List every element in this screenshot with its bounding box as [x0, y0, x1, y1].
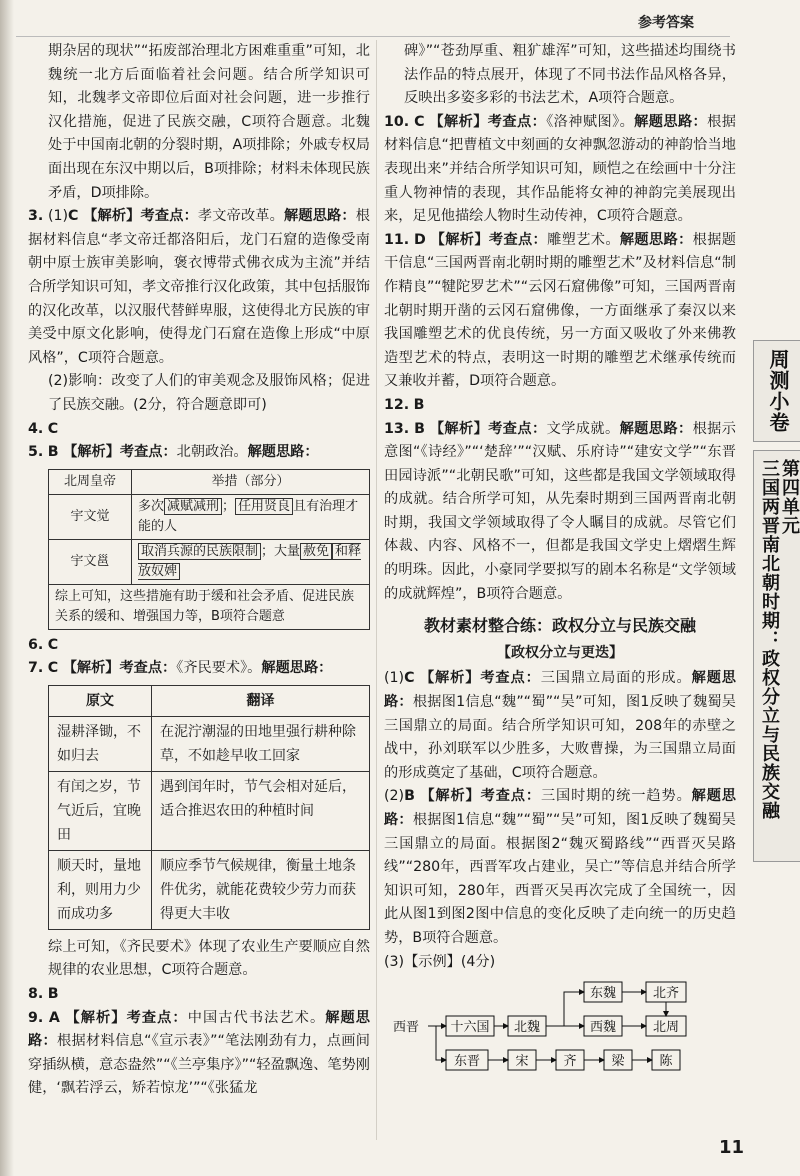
question-number: 6. — [28, 636, 44, 653]
table-header: 翻译 — [152, 685, 370, 716]
exam-point-label: 考查点： — [119, 660, 177, 677]
question-number: 10. — [384, 113, 410, 130]
unit-topic: 三国两晋南北朝时期：政权分立与民族交融 — [759, 459, 780, 820]
measure-text: 多次 — [138, 498, 165, 514]
question-13 — [384, 418, 736, 607]
exam-point-label: 考查点： — [480, 670, 541, 687]
solution-label: 解题思路： — [619, 231, 693, 248]
exam-point: 雕塑艺术。 — [547, 231, 620, 248]
question-7 — [28, 657, 370, 681]
answer-letter: A — [48, 1009, 60, 1026]
measure-text: ； — [222, 498, 236, 514]
question-number: 12. — [384, 396, 410, 413]
series-title: 周测小卷 — [766, 349, 790, 433]
solution-text: 根据材料信息“孝文帝迁都洛阳后，龙门石窟的造像受南朝中原士族审美影响，褒衣博带式佛衣成为主流”并结合所学知识可知，孝文帝推行汉化政策，其中包括服饰的汉化改革，以汉服代替鲜卑服，这使得北方民族的审美受中原文化影响，使得龙门石窟在造像上形成“中原风格”，C项符合题意。 — [28, 208, 370, 366]
q5-table-wrap — [28, 469, 370, 630]
q9-continuation: 碑》”“苍劲厚重、粗犷雄浑”可知，这些描述均围绕书法作品的特点展开，体现了不同书法作品风格各异，反映出多姿多彩的书法艺术，A项符合题意。 — [404, 43, 736, 107]
exam-point-label: 考查点： — [488, 420, 547, 437]
question-6 — [28, 634, 370, 658]
column-divider — [376, 40, 377, 1140]
solution-label: 解题思路： — [261, 660, 333, 677]
answer-letter: C — [414, 113, 425, 130]
answer-letter: D — [414, 231, 426, 248]
answer-letter: B — [413, 396, 425, 413]
part-label: (2) — [384, 788, 405, 805]
analysis-label: 【解析】 — [430, 231, 489, 248]
question-11 — [384, 229, 736, 394]
page-number: 11 — [718, 1137, 744, 1158]
question-number: 4. — [28, 420, 44, 437]
question-5 — [28, 441, 370, 465]
measures-cell — [132, 539, 370, 584]
solution-label: 解题思路： — [619, 420, 693, 437]
question-number: 8. — [28, 986, 44, 1003]
solution-text: 根据材料信息“把曹植文中刻画的女神飘忽游动的神韵恰当地表现出来”并结合所学知识可知，顾恺之在绘画中十分注重人物神情的表现，其作品能将女神的神韵完美展现出来，足见他描绘人物时生动传神，C项符合题意。 — [384, 113, 736, 225]
exam-point: 《洛神赋图》。 — [546, 113, 635, 130]
node-xijin: 西晋 — [392, 1020, 420, 1036]
boxed-keyword: 减赋减刑 — [164, 498, 222, 515]
boxed-keyword: 任用贤良 — [235, 498, 293, 515]
node-chen: 陈 — [659, 1054, 673, 1070]
answer-letter: C — [404, 670, 415, 687]
solution-text: 根据题干信息“三国两晋南北朝时期的雕塑艺术”及材料信息“制作精良”“犍陀罗艺术”“云冈石窟佛像”可知，三国两晋南北朝时期开凿的云冈石窟佛像，一方面继承了秦汉以来我国雕塑艺术的优良传统，另一方面又吸收了外来佛教造型艺术的特点，表明这一时期的雕塑艺术继承传统而又兼收并蓄，D项符合题意。 — [384, 231, 736, 390]
table-row — [49, 716, 370, 771]
table-header: 原文 — [49, 685, 152, 716]
table-row — [49, 771, 370, 850]
answer-letter: C — [47, 420, 59, 437]
analysis-label: 【解析】 — [62, 660, 120, 677]
solution-text: 根据图1信息“魏”“蜀”“吴”可知，图1反映了魏蜀吴三国鼎立的局面。结合所学知识可知，208年的赤壁之战中，孙刘联军以少胜多，大败曹操，为三国鼎立局面的形成奠定了基础，C项符合题意。 — [384, 694, 736, 781]
answer-letter: B — [47, 986, 59, 1003]
q7-table-wrap — [28, 685, 370, 930]
boxed-keyword: 取消兵源的民族限制 — [138, 543, 261, 560]
question-12 — [384, 394, 736, 418]
node-shiliuguo: 十六国 — [450, 1020, 490, 1036]
question-number: 9. — [28, 1009, 44, 1026]
measures-cell — [132, 494, 370, 539]
header-rule — [16, 36, 730, 37]
question-8 — [28, 983, 370, 1007]
table-row — [49, 539, 370, 584]
exam-point-label: 考查点： — [487, 113, 547, 130]
exam-point: 文学成就。 — [546, 420, 620, 437]
solution-label: 解题思路： — [247, 444, 319, 461]
table-header: 北周皇帝 — [49, 469, 132, 494]
measure-text: ；大量 — [261, 543, 301, 559]
subsection-title: 【政权分立与更迭】 — [497, 644, 623, 661]
translation-cell: 遇到闰年时，节气会相对延后，适合推迟农田的种植时间 — [152, 771, 370, 850]
solution-label: 解题思路： — [384, 788, 736, 828]
solution-text: 根据示意图“《诗经》”“‘楚辞’”“汉赋、乐府诗”“建安文学”“东晋田园诗派”“北朝民歌”可知，这些都是我国文学领域取得的成就。结合所学可知，从先秦时期到三国两晋南北朝时期，我国文学领域取得了令人瞩目的成就。尽管它们体裁、内容、风格不一，但都是我国文学史上熠熠生辉的明珠。因此，小豪同学要拟写的剧本名称是“文学领域的成就辉煌”，B项符合题意。 — [384, 420, 736, 602]
exam-point-label: 考查点： — [488, 231, 548, 248]
solution-text: 根据材料信息“《宣示表》”“笔法刚劲有力，点画间穿插纵横，意态盎然”“《兰亭集序》”“轻盈飘逸、笔势刚健，‘飘若浮云，矫若惊龙’”“《张猛龙 — [28, 1033, 370, 1097]
flow-arrow — [428, 1026, 446, 1060]
left-column — [28, 40, 370, 1101]
part-label: (1) — [384, 670, 405, 687]
question-number: 11. — [384, 231, 410, 248]
analysis-label: 【解析】 — [420, 788, 481, 805]
answer-letter: C — [68, 208, 79, 225]
analysis-label: 【解析】 — [65, 1009, 127, 1026]
solution-label: 解题思路： — [28, 1009, 370, 1050]
question-4 — [28, 418, 370, 442]
analysis-label: 【解析】 — [419, 670, 481, 687]
question-number: 13. — [384, 420, 410, 437]
measure-text: 且有治理才能的人 — [138, 498, 359, 534]
solution-label: 解题思路： — [634, 113, 708, 130]
question-number: 5. — [28, 444, 44, 461]
boxed-keyword: 和释放奴婢 — [138, 543, 362, 579]
emperor-cell: 宇文觉 — [49, 494, 132, 539]
answer-letter: B — [404, 788, 415, 805]
node-qi: 齐 — [563, 1054, 577, 1070]
table-header: 举措（部分） — [132, 469, 370, 494]
book-gutter-shadow — [0, 0, 14, 1176]
analysis-label: 【解析】 — [429, 420, 489, 437]
solution-label: 解题思路： — [384, 670, 736, 711]
emperor-cell: 宇文邕 — [49, 539, 132, 584]
question-number: 3. — [28, 208, 44, 225]
exam-point-label: 考查点： — [140, 208, 198, 225]
node-dongwei: 东魏 — [589, 986, 617, 1002]
part-label: (1) — [47, 208, 69, 225]
analysis-label: 【解析】 — [63, 444, 120, 461]
table-row — [49, 584, 370, 629]
header-label: 参考答案 — [638, 15, 694, 31]
question-9 — [28, 1007, 370, 1101]
exam-point: 孝文帝改革。 — [197, 208, 285, 225]
boxed-keyword: 赦免 — [300, 543, 332, 560]
question-number: 7. — [28, 660, 44, 677]
node-dongjin: 东晋 — [453, 1054, 481, 1070]
sub-question-3: (3)【示例】(4分) — [384, 953, 496, 970]
node-song: 宋 — [515, 1054, 529, 1070]
table-row — [49, 850, 370, 929]
table-row — [49, 494, 370, 539]
dynasty-flow-diagram — [384, 978, 714, 1074]
original-cell: 顺天时，量地利，则用力少而成功多 — [49, 850, 152, 929]
answer-letter: C — [47, 660, 59, 677]
section-title: 教材素材整合练：政权分立与民族交融 — [423, 616, 696, 636]
node-beiwei: 北魏 — [513, 1020, 541, 1036]
question-3 — [28, 205, 370, 370]
northern-zhou-table — [48, 469, 370, 630]
summary-cell: 综上可知，这些措施有助于缓和社会矛盾、促进民族关系的缓和、增强国力等，B项符合题意 — [49, 584, 370, 629]
exam-point: 三国鼎立局面的形成。 — [540, 670, 692, 687]
sub-question-1 — [384, 667, 736, 785]
translation-cell: 顺应季节气候规律，衡量土地条件优劣，就能花费较少劳力而获得更大丰收 — [152, 850, 370, 929]
answer-letter: C — [47, 636, 59, 653]
q7-conclusion: 综上可知，《齐民要术》体现了农业生产要顺应自然规律的农业思想，C项符合题意。 — [48, 938, 370, 979]
unit-title: 第四单元 — [779, 459, 800, 535]
exam-point: 北朝政治。 — [176, 444, 248, 461]
analysis-label: 【解析】 — [83, 208, 141, 225]
exam-point: 三国时期的统一趋势。 — [540, 788, 692, 805]
exam-point-label: 考查点： — [126, 1009, 188, 1026]
node-xiwei: 西魏 — [589, 1020, 617, 1036]
sub-question-2 — [384, 785, 736, 950]
answer-letter: B — [414, 420, 425, 437]
exam-point: 《齐民要术》。 — [176, 660, 262, 677]
flow-arrow — [546, 992, 584, 1026]
original-cell: 湿耕泽锄，不如归去 — [49, 716, 152, 771]
original-cell: 有闰之岁，节气近后，宜晚田 — [49, 771, 152, 850]
analysis-label: 【解析】 — [429, 113, 488, 130]
exam-point-label: 考查点： — [480, 788, 541, 805]
node-liang: 梁 — [611, 1054, 625, 1070]
exam-point: 中国古代书法艺术。 — [187, 1009, 326, 1026]
question-10 — [384, 111, 736, 229]
answer-letter: B — [47, 444, 59, 461]
node-beizhou: 北周 — [652, 1020, 680, 1036]
translation-cell: 在泥泞潮湿的田地里强行耕种除草，不如趁早收工回家 — [152, 716, 370, 771]
series-tab — [753, 340, 800, 442]
exam-point-label: 考查点： — [119, 444, 177, 461]
qimin-yaoshu-table — [48, 685, 370, 930]
node-beiqi: 北齐 — [652, 986, 680, 1002]
question-3-part-2: (2)影响：改变了人们的审美观念及服饰风格；促进了民族交融。(2分，符合题意即可) — [48, 373, 370, 413]
q2-continuation: 期杂居的现状”“拓废部治理北方困难重重”可知，北魏统一北方后面临着社会问题。结合所学知识可知，北魏孝文帝即位后面对社会问题，进一步推行汉化措施，促进了民族交融，C项符合题意。北魏处于中国南北朝的分裂时期，A项排除；外戚专权局面出现在东汉中期以后，B项排除；材料未体现民族矛盾，D项排除。 — [48, 43, 370, 201]
unit-tab — [753, 450, 800, 862]
solution-label: 解题思路： — [284, 208, 356, 225]
right-column — [384, 40, 736, 1083]
solution-text: 根据图1信息“魏”“蜀”“吴”可知，图1反映了魏蜀吴三国鼎立的局面。根据图2“魏灭蜀路线”“西晋灭吴路线”“280年，西晋军攻占建业，吴亡”等信息并结合所学知识可知，280年，西晋灭吴再次完成了全国统一，因此从图1到图2图中信息的变化反映了走向统一的历史趋势，B项符合题意。 — [384, 812, 736, 946]
